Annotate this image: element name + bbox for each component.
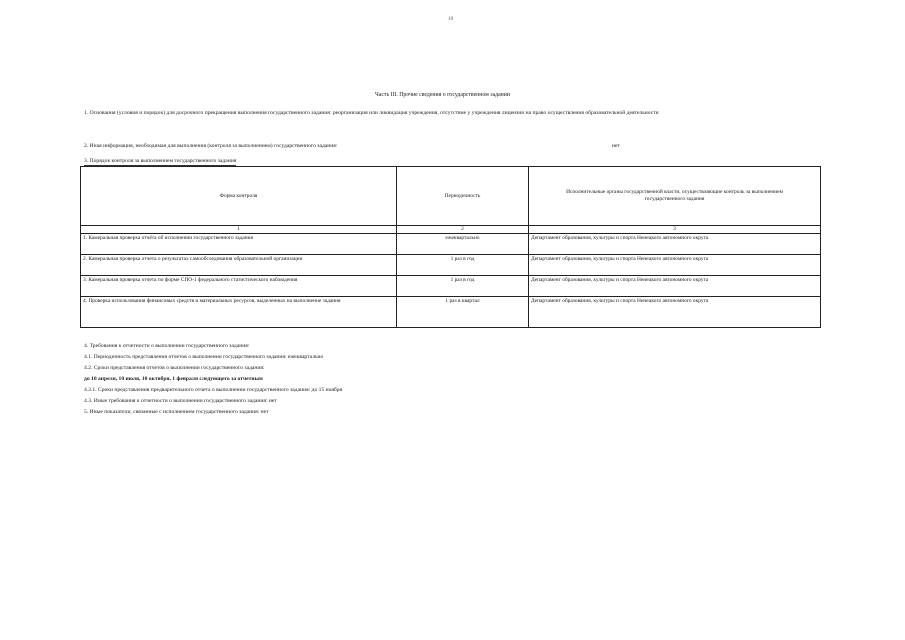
control-procedure-heading: 3. Порядок контроля за выполнением государственного задания [84,158,237,164]
table-row [81,297,821,328]
reporting-periodicity: 4.1. Периодичность представления отчетов о выполнении государственного задания: ежеквартально [84,354,324,360]
table-header-row [81,167,821,226]
header-control-form: Форма контроля [81,167,397,226]
column-number: 2 [397,226,529,234]
reporting-deadlines-label: 4.2. Сроки представления отчетов о выполнении государственного задания: [84,365,265,371]
executive-body-cell: Департамент образования, культуры и спорта Ненецкого автономного округа [529,276,821,297]
table-row [81,276,821,297]
periodicity-cell: 1 раз в квартал [397,297,529,328]
executive-body-cell: Департамент образования, культуры и спорта Ненецкого автономного округа [529,234,821,255]
periodicity-cell: ежеквартально [397,234,529,255]
header-periodicity: Периодичность [397,167,529,226]
table-row [81,255,821,276]
control-table [80,166,821,328]
control-form-cell: 2. Камеральная проверка отчета о результатах самообследования образовательной организации [81,255,397,276]
other-reporting-requirements: 4.3. Иные требования к отчетности о выполнении государственного задания: нет [84,398,277,404]
column-number-row [81,226,821,234]
table-row [81,234,821,255]
column-number: 3 [529,226,821,234]
control-form-cell: 4. Проверка использования финансовых средств и материальных ресурсов, выделенных на выполнение задания [81,297,397,328]
preliminary-report-deadline: 4.2.1. Сроки представления предварительного отчета о выполнении государственного задания: до 15 ноября [84,387,343,393]
header-executive-bodies: Исполнительные органы государственной власти, осуществляющие контроль за выполнением государственного задания [529,167,821,226]
reporting-requirements-heading: 4. Требования к отчетности о выполнении государственного задания: [84,343,250,349]
periodicity-cell: 1 раз в год [397,255,529,276]
column-number: 1 [81,226,397,234]
section-title: Часть III. Прочие сведения о государственном задании [375,92,510,98]
control-form-cell: 1. Камеральная проверка отчёта об исполнении государственного задания [81,234,397,255]
executive-body-cell: Департамент образования, культуры и спорта Ненецкого автономного округа [529,255,821,276]
control-form-cell: 3. Камеральная проверка отчета по форме СПО-1 федерального статистического наблюдения [81,276,397,297]
termination-grounds: 1. Основания (условия и порядок) для досрочного прекращения выполнения государственного задания: реорганизация или ликвидация учреждения, отсутствие у учреждения лицензии на право осуществления образовательной деятельности [84,110,659,116]
other-information-label: 2. Иная информация, необходимая для выполнения (контроля за выполнением) государственного задания: [84,143,338,149]
executive-body-cell: Департамент образования, культуры и спорта Ненецкого автономного округа [529,297,821,328]
page-number: 10 [448,16,454,22]
other-information-value: нет [612,143,620,149]
reporting-deadlines: до 10 апреля, 10 июля, 10 октября, 1 февраля следующего за отчетным [84,376,263,382]
other-indicators: 5. Иные показатели, связанные с исполнением государственного задания: нет [84,409,269,415]
periodicity-cell: 1 раз в год [397,276,529,297]
